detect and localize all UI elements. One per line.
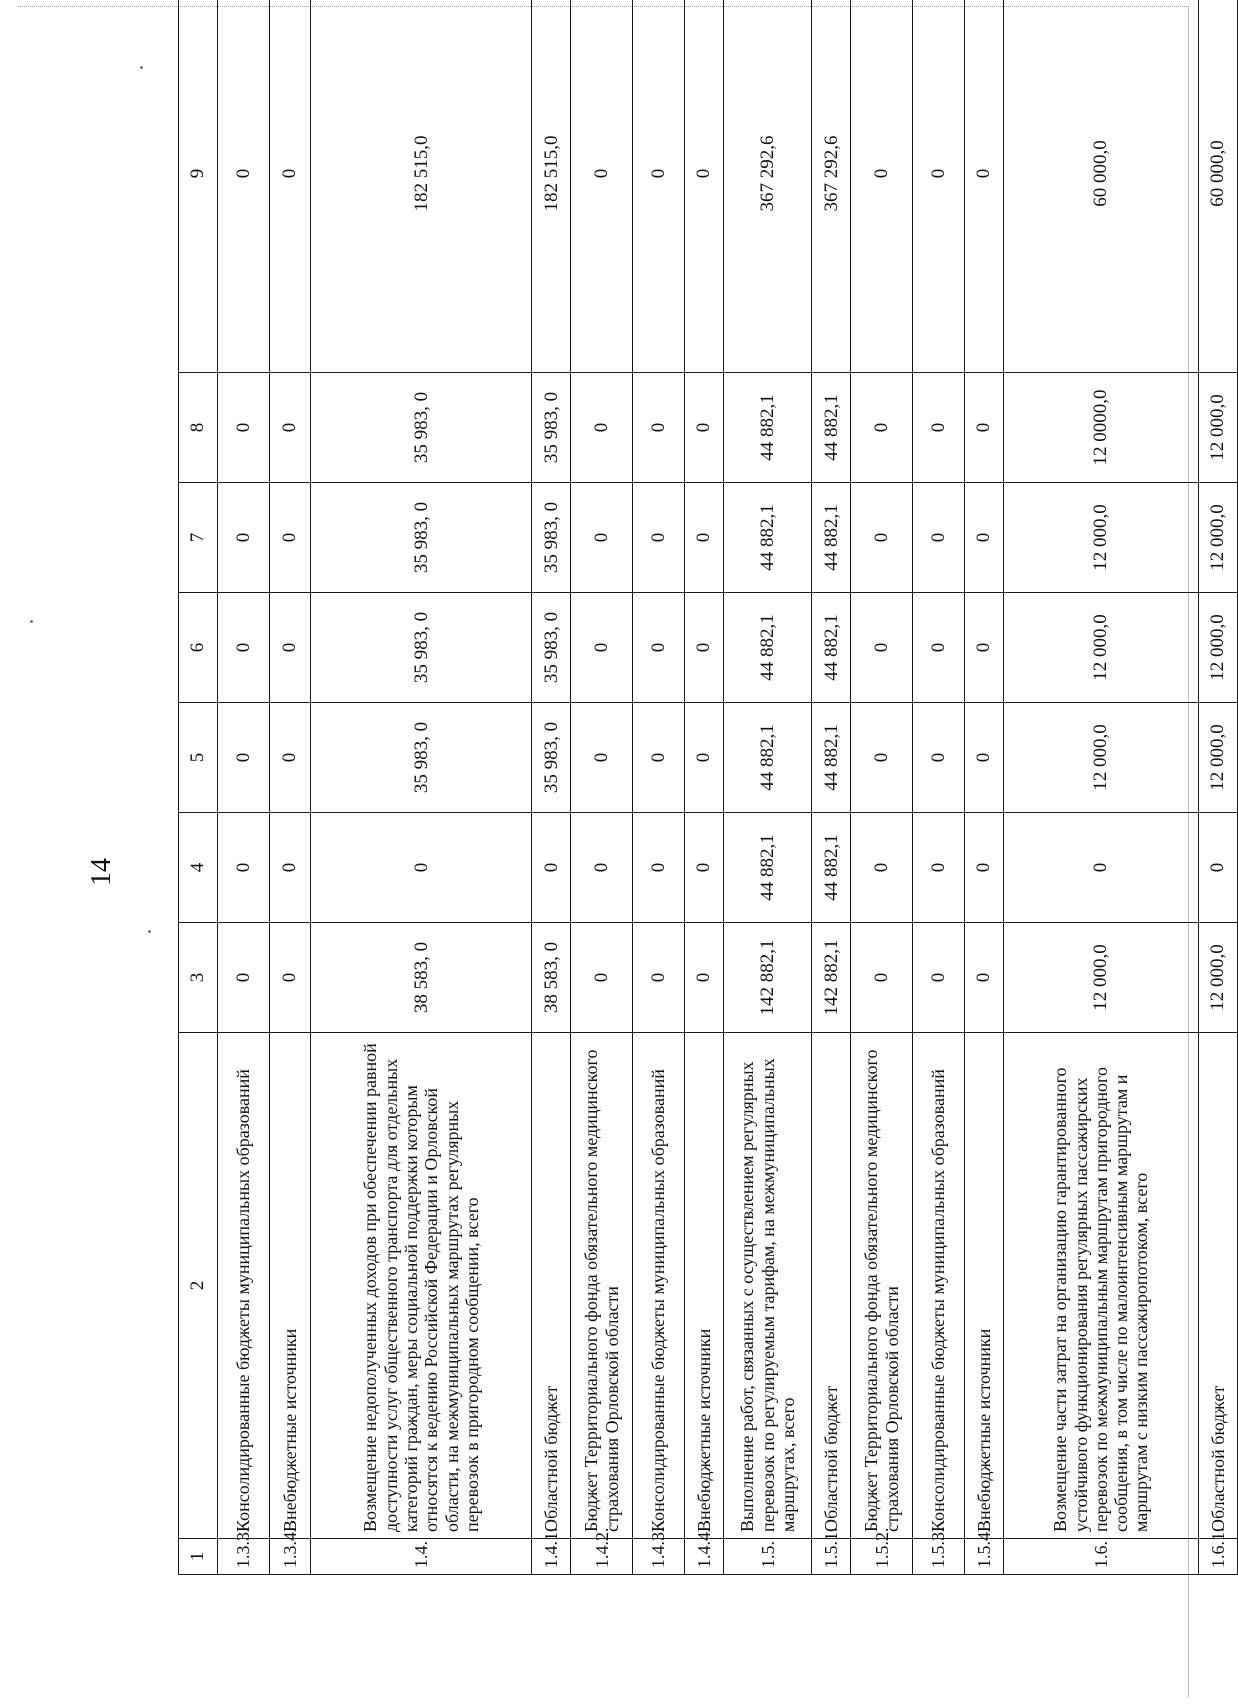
- row-value: 0: [913, 593, 965, 703]
- scan-speck: [140, 66, 143, 69]
- scan-speck: [30, 620, 33, 623]
- row-code: 1.5.4.: [965, 1539, 1004, 1575]
- row-value: 12 000,0: [1198, 923, 1237, 1033]
- row-value: 44 882,1: [812, 813, 851, 923]
- row-code: 1.4.2.: [571, 1539, 633, 1575]
- row-value: 0: [217, 593, 269, 703]
- row-value: 35 983, 0: [311, 703, 532, 813]
- row-value: 0: [217, 813, 269, 923]
- table-row: [217, 0, 269, 1575]
- row-code: 1.4.1.: [532, 1539, 571, 1575]
- column-number: 4: [179, 813, 218, 923]
- table-row: [269, 0, 311, 1575]
- column-number: 2: [179, 1033, 218, 1539]
- row-code: 1.5.2.: [851, 1539, 913, 1575]
- row-code: 1.5.1.: [812, 1539, 851, 1575]
- row-value: 0: [685, 703, 724, 813]
- row-value: 35 983, 0: [532, 483, 571, 593]
- row-code: 1.3.3.: [217, 1539, 269, 1575]
- row-name: Областной бюджет: [1198, 1033, 1237, 1539]
- row-value: 35 983, 0: [532, 703, 571, 813]
- row-value: 0: [685, 483, 724, 593]
- row-value: 35 983, 0: [311, 483, 532, 593]
- row-code: 1.4.3.: [633, 1539, 685, 1575]
- row-value: 367 292,6: [724, 0, 812, 373]
- row-code: 1.6.: [1004, 1539, 1199, 1575]
- row-value: 12 000,0: [1004, 593, 1199, 703]
- row-value: 182 515,0: [532, 0, 571, 373]
- row-name: Консолидированные бюджеты муниципальных образований: [633, 1033, 685, 1539]
- scan-speck: [148, 930, 151, 933]
- table-row: [311, 0, 532, 1575]
- row-value: 0: [269, 703, 311, 813]
- row-value: 0: [913, 0, 965, 373]
- row-value: 0: [633, 813, 685, 923]
- row-value: 0: [269, 813, 311, 923]
- row-value: 0: [851, 813, 913, 923]
- row-value: 0: [633, 923, 685, 1033]
- row-value: 0: [269, 483, 311, 593]
- row-value: 0: [965, 593, 1004, 703]
- row-value: 35 983, 0: [532, 593, 571, 703]
- column-number: 3: [179, 923, 218, 1033]
- row-name: Бюджет Территориального фонда обязательного медицинского страхования Орловской области: [571, 1033, 633, 1539]
- row-value: 0: [851, 923, 913, 1033]
- column-number: 5: [179, 703, 218, 813]
- row-value: 0: [1004, 813, 1199, 923]
- row-value: 60 000,0: [1198, 0, 1237, 373]
- row-value: 0: [851, 0, 913, 373]
- row-name: Внебюджетные источники: [965, 1033, 1004, 1539]
- row-value: 0: [217, 483, 269, 593]
- table-row: [532, 0, 571, 1575]
- column-number: 9: [179, 0, 218, 373]
- row-value: 0: [633, 703, 685, 813]
- row-value: 0: [965, 923, 1004, 1033]
- row-code: 1.3.4.: [269, 1539, 311, 1575]
- row-value: 0: [571, 703, 633, 813]
- row-code: 1.4.4.: [685, 1539, 724, 1575]
- row-value: 0: [633, 593, 685, 703]
- table-row: [633, 0, 685, 1575]
- row-value: 44 882,1: [812, 593, 851, 703]
- row-value: 0: [851, 483, 913, 593]
- row-value: 44 882,1: [724, 813, 812, 923]
- row-value: 0: [571, 593, 633, 703]
- row-code: 1.5.3.: [913, 1539, 965, 1575]
- row-value: 0: [571, 0, 633, 373]
- row-value: 142 882,1: [812, 923, 851, 1033]
- column-number: 7: [179, 483, 218, 593]
- budget-table-rotated: [178, 0, 1238, 1575]
- row-value: 44 882,1: [812, 373, 851, 483]
- table-row: [812, 0, 851, 1575]
- row-value: 0: [965, 703, 1004, 813]
- row-value: 0: [571, 923, 633, 1033]
- row-value: 35 983, 0: [532, 373, 571, 483]
- row-name: Областной бюджет: [812, 1033, 851, 1539]
- table-row: [571, 0, 633, 1575]
- row-value: 0: [217, 0, 269, 373]
- row-value: 0: [532, 813, 571, 923]
- row-value: 0: [913, 373, 965, 483]
- row-name: Областной бюджет: [532, 1033, 571, 1539]
- row-value: 0: [913, 483, 965, 593]
- row-value: 12 000,0: [1004, 483, 1199, 593]
- row-value: 44 882,1: [724, 373, 812, 483]
- row-value: 142 882,1: [724, 923, 812, 1033]
- row-value: 44 882,1: [724, 593, 812, 703]
- row-value: 0: [851, 373, 913, 483]
- row-value: 35 983, 0: [311, 593, 532, 703]
- column-number: 6: [179, 593, 218, 703]
- table-row: [913, 0, 965, 1575]
- page-number: 14: [86, 858, 117, 886]
- row-value: 44 882,1: [724, 703, 812, 813]
- row-value: 0: [269, 0, 311, 373]
- table-row: [685, 0, 724, 1575]
- row-value: 0: [269, 593, 311, 703]
- row-value: 12 000,0: [1198, 703, 1237, 813]
- row-value: 0: [913, 813, 965, 923]
- budget-table: [178, 0, 1238, 1575]
- row-value: 0: [217, 373, 269, 483]
- row-value: 0: [269, 373, 311, 483]
- row-name: Возмещение недополученных доходов при обеспечении равной доступности услуг общественного транспорта для отдельных категорий граждан, меры социальной поддержки которым относятся к ведению Российской Федерации и Орловской области, на межмуниципальных маршрутах регулярных перевозок в пригородном сообщении, всего: [311, 1033, 532, 1539]
- table-row: [965, 0, 1004, 1575]
- row-value: 0: [217, 923, 269, 1033]
- row-value: 12 000,0: [1198, 483, 1237, 593]
- row-value: 12 0000,0: [1004, 373, 1199, 483]
- table-row: [724, 0, 812, 1575]
- row-value: 60 000,0: [1004, 0, 1199, 373]
- row-value: 0: [633, 0, 685, 373]
- row-value: 0: [269, 923, 311, 1033]
- row-name: Возмещение части затрат на организацию гарантированного устойчивого функционирования регулярных пассажирских перевозок по межмуниципальным маршрутам пригородного сообщения, в том числе по малоинтенсивным маршрутам и маршрутам с низким пассажиропотоком, всего: [1004, 1033, 1199, 1539]
- row-value: 0: [685, 813, 724, 923]
- row-value: 0: [571, 483, 633, 593]
- row-value: 0: [685, 0, 724, 373]
- row-value: 0: [965, 373, 1004, 483]
- column-number: 1: [179, 1539, 218, 1575]
- row-value: 0: [633, 373, 685, 483]
- row-value: 0: [685, 593, 724, 703]
- row-value: 367 292,6: [812, 0, 851, 373]
- row-value: 0: [965, 0, 1004, 373]
- row-value: 35 983, 0: [311, 373, 532, 483]
- row-name: Бюджет Территориального фонда обязательного медицинского страхования Орловской области: [851, 1033, 913, 1539]
- row-value: 38 583, 0: [311, 923, 532, 1033]
- row-name: Выполнение работ, связанных с осуществлением регулярных перевозок по регулируемым тарифам, на межмуниципальных маршрутах, всего: [724, 1033, 812, 1539]
- row-value: 0: [217, 703, 269, 813]
- column-number: 8: [179, 373, 218, 483]
- row-value: 0: [685, 923, 724, 1033]
- row-value: 44 882,1: [812, 483, 851, 593]
- row-value: 12 000,0: [1198, 373, 1237, 483]
- row-value: 0: [851, 593, 913, 703]
- row-value: 0: [633, 483, 685, 593]
- table-row: [851, 0, 913, 1575]
- row-value: 0: [913, 703, 965, 813]
- row-name: Консолидированные бюджеты муниципальных образований: [913, 1033, 965, 1539]
- row-value: 0: [913, 923, 965, 1033]
- row-value: 0: [571, 373, 633, 483]
- row-value: 44 882,1: [812, 703, 851, 813]
- row-value: 44 882,1: [724, 483, 812, 593]
- row-value: 0: [851, 703, 913, 813]
- row-value: 12 000,0: [1198, 593, 1237, 703]
- table-row: [1198, 0, 1237, 1575]
- row-value: 0: [965, 483, 1004, 593]
- column-number-row: [179, 0, 218, 1575]
- row-value: 38 583, 0: [532, 923, 571, 1033]
- row-name: Внебюджетные источники: [269, 1033, 311, 1539]
- row-value: 0: [1198, 813, 1237, 923]
- row-value: 0: [311, 813, 532, 923]
- row-code: 1.4.: [311, 1539, 532, 1575]
- row-name: Внебюджетные источники: [685, 1033, 724, 1539]
- row-value: 0: [685, 373, 724, 483]
- row-value: 182 515,0: [311, 0, 532, 373]
- table-row: [1004, 0, 1199, 1575]
- row-value: 0: [571, 813, 633, 923]
- row-value: 0: [965, 813, 1004, 923]
- row-value: 12 000,0: [1004, 703, 1199, 813]
- row-value: 12 000,0: [1004, 923, 1199, 1033]
- row-code: 1.5.: [724, 1539, 812, 1575]
- row-name: Консолидированные бюджеты муниципальных образований: [217, 1033, 269, 1539]
- row-code: 1.6.1.: [1198, 1539, 1237, 1575]
